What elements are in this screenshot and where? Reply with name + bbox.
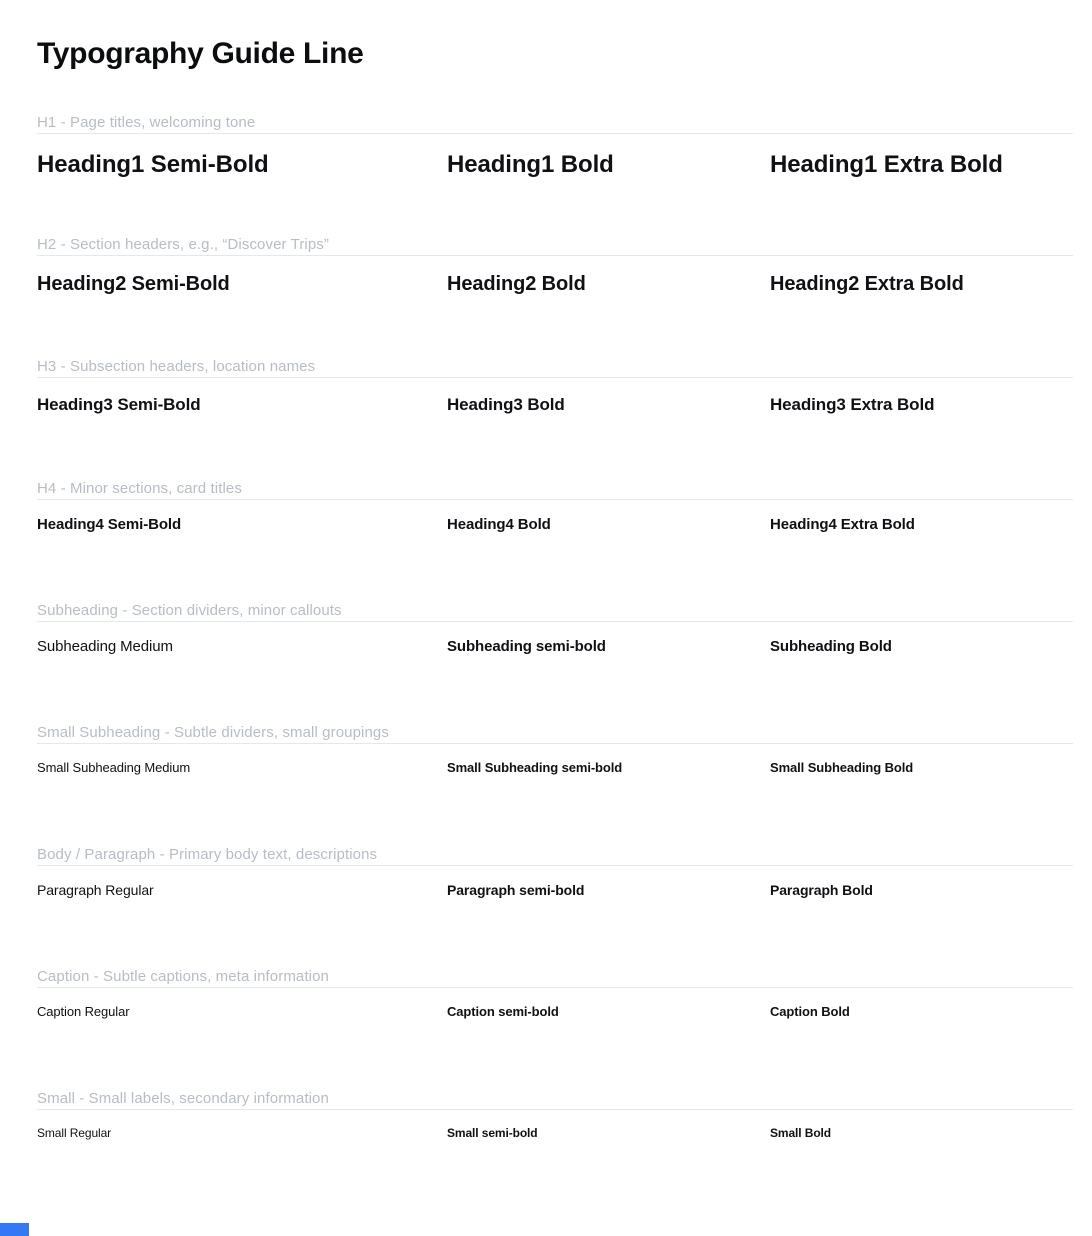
sample-heading3-extrabold: Heading3 Extra Bold — [770, 395, 935, 414]
sample-heading1-semibold: Heading1 Semi-Bold — [37, 151, 269, 178]
sample-small-subheading-semibold: Small Subheading semi-bold — [447, 760, 623, 775]
section-subheading — [37, 600, 1073, 722]
section-h3-label: H3 - Subsection headers, location names — [37, 358, 316, 375]
section-small-subheading — [37, 722, 1073, 844]
sample-subheading-semibold: Subheading semi-bold — [447, 638, 606, 655]
section-subheading-label: Subheading - Section dividers, minor callouts — [37, 602, 342, 619]
sample-heading2-extrabold: Heading2 Extra Bold — [770, 273, 964, 295]
section-h4-label: H4 - Minor sections, card titles — [37, 480, 242, 497]
bottom-left-accent-bar — [0, 1223, 29, 1236]
sample-heading2-semibold: Heading2 Semi-Bold — [37, 273, 230, 295]
section-h2-samples — [37, 256, 1073, 297]
section-h4 — [37, 478, 1073, 600]
sample-subheading-bold: Subheading Bold — [770, 638, 892, 655]
section-h2-label: H2 - Section headers, e.g., “Discover Trips” — [37, 236, 330, 253]
page-title: Typography Guide Line — [37, 37, 364, 70]
sample-small-subheading-bold: Small Subheading Bold — [770, 760, 914, 775]
sample-heading3-semibold: Heading3 Semi-Bold — [37, 395, 201, 414]
sample-small-semibold: Small semi-bold — [447, 1126, 538, 1140]
section-small-subheading-samples — [37, 744, 1073, 776]
sample-heading4-bold: Heading4 Bold — [447, 516, 551, 533]
section-small-samples — [37, 1110, 1073, 1141]
sample-heading3-bold: Heading3 Bold — [447, 395, 565, 414]
section-subheading-samples — [37, 622, 1073, 657]
section-paragraph-label: Body / Paragraph - Primary body text, descriptions — [37, 846, 378, 863]
sample-paragraph-regular: Paragraph Regular — [37, 882, 154, 898]
sample-subheading-medium: Subheading Medium — [37, 638, 173, 655]
section-small — [37, 1088, 1073, 1210]
section-caption — [37, 966, 1073, 1088]
sample-caption-regular: Caption Regular — [37, 1004, 130, 1019]
sample-heading1-bold: Heading1 Bold — [447, 151, 614, 178]
sample-small-subheading-medium: Small Subheading Medium — [37, 760, 191, 775]
section-small-label: Small - Small labels, secondary information — [37, 1090, 329, 1107]
sample-paragraph-bold: Paragraph Bold — [770, 882, 873, 898]
sample-small-bold: Small Bold — [770, 1126, 832, 1140]
section-caption-samples — [37, 988, 1073, 1020]
sample-small-regular: Small Regular — [37, 1126, 112, 1140]
section-h1-samples — [37, 134, 1073, 180]
section-h1-label: H1 - Page titles, welcoming tone — [37, 114, 256, 131]
section-small-subheading-label: Small Subheading - Subtle dividers, small groupings — [37, 724, 389, 741]
section-paragraph — [37, 844, 1073, 966]
section-h3-samples — [37, 378, 1073, 415]
section-paragraph-samples — [37, 866, 1073, 900]
sample-heading4-extrabold: Heading4 Extra Bold — [770, 516, 915, 533]
sample-heading4-semibold: Heading4 Semi-Bold — [37, 516, 182, 533]
sample-caption-semibold: Caption semi-bold — [447, 1004, 559, 1019]
section-h3 — [37, 356, 1073, 478]
section-h4-samples — [37, 500, 1073, 535]
sample-caption-bold: Caption Bold — [770, 1004, 850, 1019]
section-caption-label: Caption - Subtle captions, meta information — [37, 968, 329, 985]
section-h1 — [37, 112, 1073, 234]
sample-heading1-extrabold: Heading1 Extra Bold — [770, 151, 1003, 178]
typography-guide-page — [0, 36, 1092, 1210]
sample-heading2-bold: Heading2 Bold — [447, 273, 586, 295]
sample-paragraph-semibold: Paragraph semi-bold — [447, 882, 585, 898]
section-h2 — [37, 234, 1073, 356]
